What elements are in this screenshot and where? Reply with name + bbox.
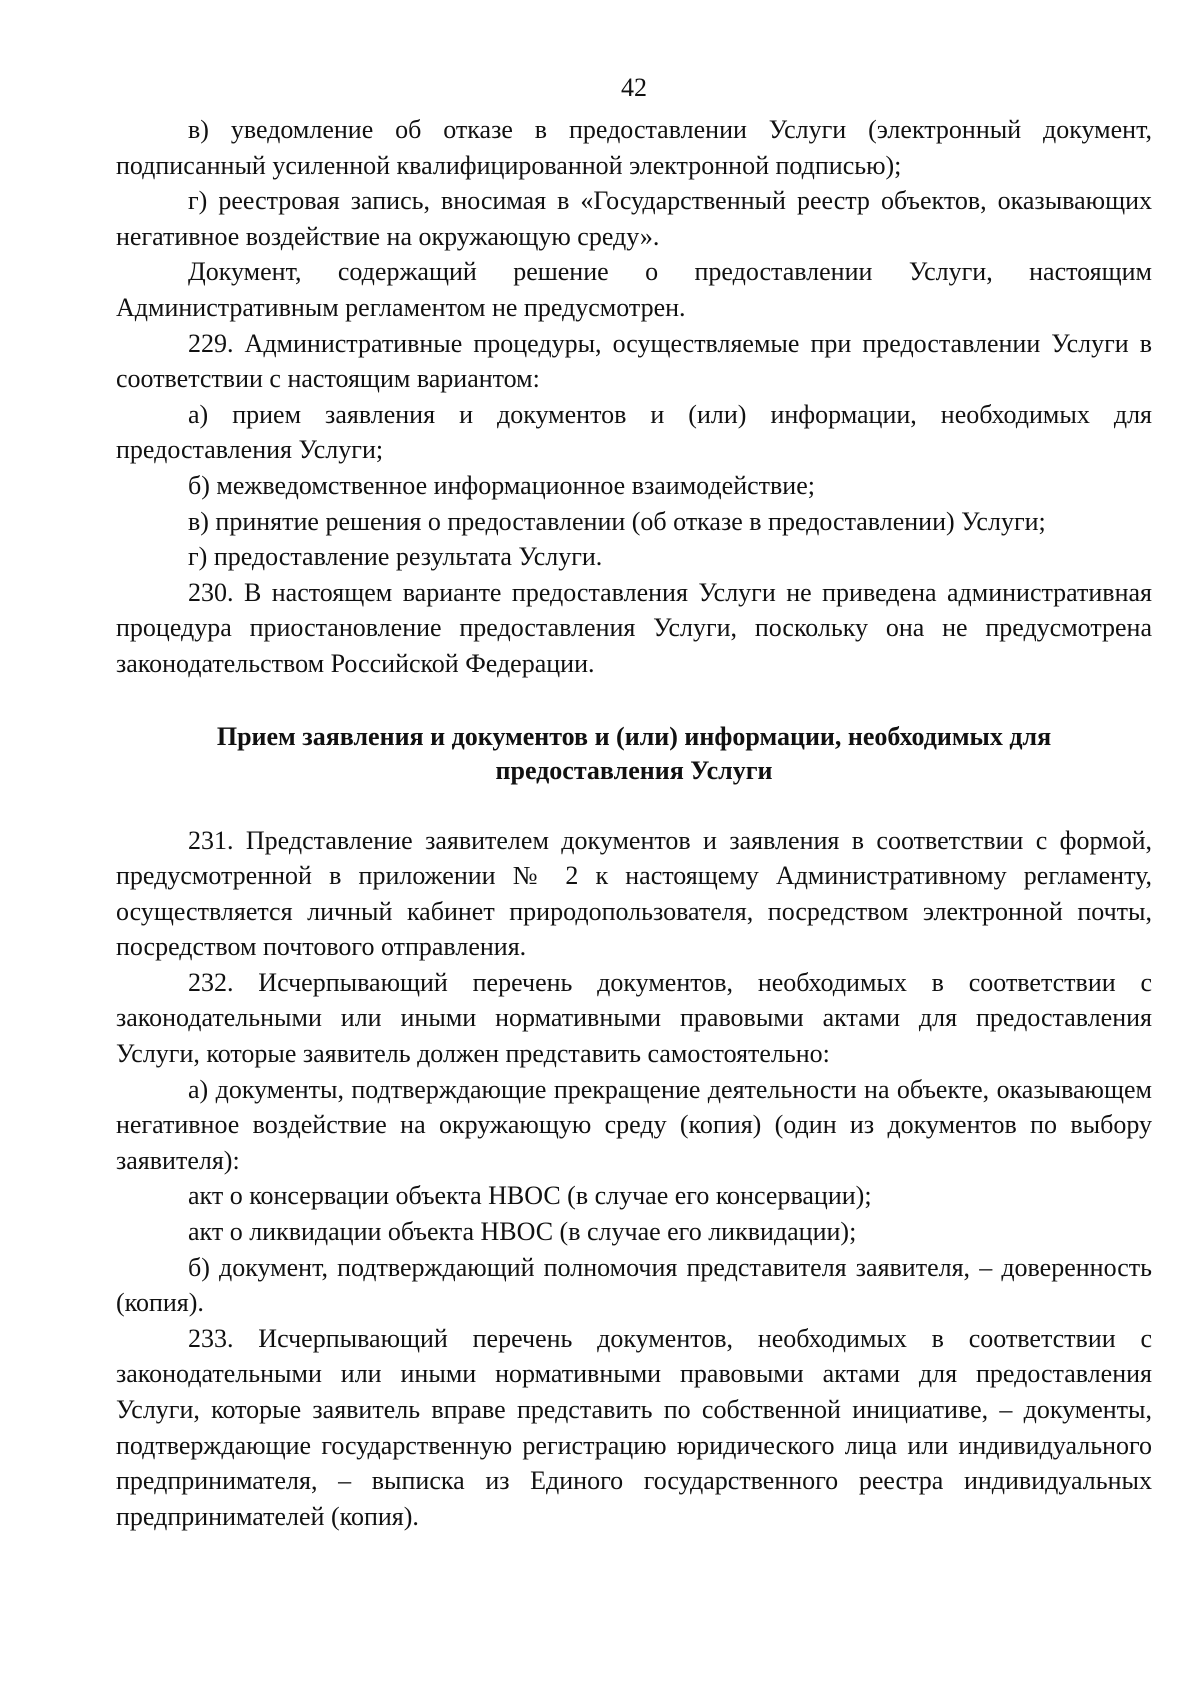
section-heading-line-2: предоставления Услуги: [495, 755, 773, 785]
paragraph-232: 232. Исчерпывающий перечень документов, необходимых в соответствии с законодательными или иными нормативными правовыми актами для предоставления Услуги, которые заявитель должен представить самостоятельно:: [116, 967, 1152, 1069]
paragraph-229-v: в) принятие решения о предоставлении (об отказе в предоставлении) Услуги;: [188, 506, 1046, 536]
paragraph-act-liquidation: акт о ликвидации объекта НВОС (в случае его ликвидации);: [188, 1217, 857, 1247]
paragraph-notice-refusal: в) уведомление об отказе в предоставлении Услуги (электронный документ, подписанный усиленной квалифицированной электронной подписью);: [116, 115, 1152, 180]
paragraph-232-a: а) документы, подтверждающие прекращение деятельности на объекте, оказывающем негативное воздействие на окружающую среду (копия) (один из документов по выбору заявителя):: [116, 1074, 1152, 1175]
paragraph-229: 229. Административные процедуры, осуществляемые при предоставлении Услуги в соответствии с настоящим вариантом:: [116, 328, 1152, 394]
paragraph-233: 233. Исчерпывающий перечень документов, необходимых в соответствии с законодательными или иными нормативными правовыми актами для предоставления Услуги, которые заявитель вправе представить по собственной инициативе, – документы, подтверждающие государственную регистрацию юридического лица или индивидуального предпринимателя, – выписка из Единого государственного реестра индивидуальных предпринимателей (копия).: [116, 1323, 1152, 1531]
document-page: [116, 70, 1152, 1534]
section-heading-line-1: Прием заявления и документов и (или) информации, необходимых для: [216, 721, 1052, 751]
paragraph-229-g: г) предоставление результата Услуги.: [188, 542, 603, 572]
paragraph-231: 231. Представление заявителем документов и заявления в соответствии с формой, предусмотренной в приложении № 2 к настоящему Административному регламенту, осуществляется личный кабинет природопользователя, посредством электронной почты, посредством почтового отправления.: [116, 825, 1152, 962]
section-heading: [116, 720, 1152, 788]
page-number: 42: [621, 73, 647, 102]
paragraph-230: 230. В настоящем варианте предоставления Услуги не приведена административная процедура приостановление предоставления Услуги, поскольку она не предусмотрена законодательством Российской Федерации.: [116, 577, 1152, 678]
paragraph-229-b: б) межведомственное информационное взаимодействие;: [188, 470, 815, 500]
paragraph-registry-entry: г) реестровая запись, вносимая в «Государственный реестр объектов, оказывающих негативное воздействие на окружающую среду».: [116, 186, 1152, 251]
paragraph-232-b: б) документ, подтверждающий полномочия представителя заявителя, – доверенность (копия).: [116, 1252, 1152, 1318]
paragraph-decision-document: Документ, содержащий решение о предоставлении Услуги, настоящим Административным регламентом не предусмотрен.: [116, 257, 1152, 322]
paragraph-act-conservation: акт о консервации объекта НВОС (в случае его консервации);: [188, 1181, 872, 1211]
paragraph-229-a: а) прием заявления и документов и (или) информации, необходимых для предоставления Услуги;: [116, 399, 1152, 465]
